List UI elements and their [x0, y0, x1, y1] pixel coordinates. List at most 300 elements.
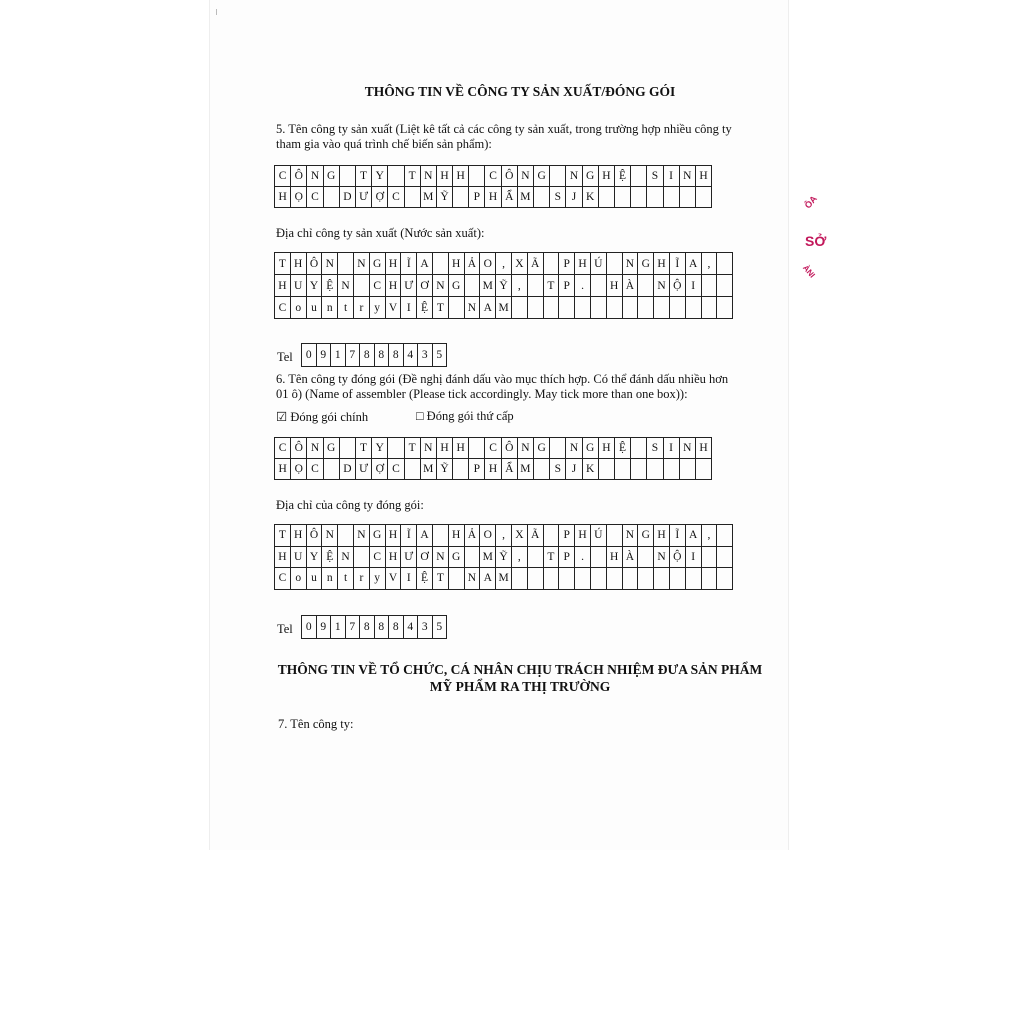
- char-cell: [696, 459, 712, 480]
- char-cell: Ơ: [417, 275, 433, 297]
- char-cell: Y: [307, 275, 323, 297]
- char-cell: [528, 297, 544, 319]
- char-cell: N: [566, 438, 582, 459]
- char-cell: H: [654, 253, 670, 275]
- char-cell: 8: [360, 616, 375, 639]
- char-cell: H: [275, 459, 291, 480]
- char-cell: [354, 275, 370, 297]
- char-cell: [591, 568, 607, 590]
- char-cell: [469, 438, 485, 459]
- char-cell: I: [664, 166, 680, 187]
- char-cell: Ỹ: [437, 187, 453, 208]
- char-cell: [670, 297, 686, 319]
- char-cell: N: [322, 253, 338, 275]
- char-cell: C: [485, 438, 501, 459]
- char-cell: H: [437, 438, 453, 459]
- char-cell: N: [354, 253, 370, 275]
- q7-text: 7. Tên công ty:: [278, 717, 354, 731]
- char-cell: [550, 166, 566, 187]
- char-cell: N: [566, 166, 582, 187]
- char-cell: 8: [375, 344, 390, 367]
- char-cell: Ỹ: [437, 459, 453, 480]
- char-cell: Ô: [291, 166, 307, 187]
- tel-grid: [301, 343, 447, 367]
- char-cell: G: [370, 525, 386, 547]
- char-cell: 9: [317, 344, 332, 367]
- char-cell: [686, 297, 702, 319]
- char-cell: 4: [404, 616, 419, 639]
- char-cell: [324, 459, 340, 480]
- red-stamp-seal: ÔA SỞ ÀNI: [801, 193, 827, 280]
- assembler-name-grid: [274, 437, 712, 480]
- char-cell: G: [370, 253, 386, 275]
- char-cell: Ô: [502, 438, 518, 459]
- char-cell: [615, 187, 631, 208]
- char-cell: [654, 568, 670, 590]
- char-cell: [717, 297, 733, 319]
- scan-mark: [216, 9, 217, 15]
- char-cell: T: [356, 166, 372, 187]
- char-cell: V: [386, 568, 402, 590]
- char-cell: H: [275, 275, 291, 297]
- char-cell: H: [696, 166, 712, 187]
- mfr-address-label: Địa chỉ công ty sản xuất (Nước sản xuất):: [276, 226, 485, 240]
- char-cell: N: [654, 275, 670, 297]
- char-cell: [528, 547, 544, 569]
- char-cell: [534, 459, 550, 480]
- char-cell: [607, 253, 623, 275]
- char-cell: y: [370, 297, 386, 319]
- char-cell: Ĩ: [401, 525, 417, 547]
- char-cell: C: [275, 166, 291, 187]
- char-cell: Ô: [307, 525, 323, 547]
- char-cell: T: [544, 275, 560, 297]
- char-cell: [607, 297, 623, 319]
- char-cell: M: [480, 275, 496, 297]
- char-cell: H: [607, 275, 623, 297]
- char-cell: J: [566, 459, 582, 480]
- char-cell: H: [275, 547, 291, 569]
- char-cell: A: [480, 297, 496, 319]
- char-cell: Ô: [291, 438, 307, 459]
- char-cell: H: [485, 187, 501, 208]
- char-cell: Ư: [356, 459, 372, 480]
- char-cell: À: [623, 547, 639, 569]
- char-cell: C: [370, 547, 386, 569]
- q5-text-line1: 5. Tên công ty sản xuất (Liệt kê tất cả các công ty sản xuất, trong trường hợp nhiều công ty: [276, 122, 732, 136]
- char-cell: H: [696, 438, 712, 459]
- char-cell: N: [680, 438, 696, 459]
- char-cell: [453, 187, 469, 208]
- char-cell: N: [421, 438, 437, 459]
- char-cell: Ệ: [322, 275, 338, 297]
- char-cell: [575, 297, 591, 319]
- char-cell: Ọ: [291, 187, 307, 208]
- char-cell: [512, 297, 528, 319]
- char-cell: H: [449, 253, 465, 275]
- char-cell: P: [559, 525, 575, 547]
- char-cell: G: [324, 438, 340, 459]
- char-cell: Ã: [528, 525, 544, 547]
- char-cell: Ả: [465, 525, 481, 547]
- char-cell: N: [433, 275, 449, 297]
- q6-text-line1: 6. Tên công ty đóng gói (Đề nghị đánh dấu vào mục thích hợp. Có thể đánh dấu nhiều hơn: [276, 372, 729, 386]
- char-cell: T: [433, 568, 449, 590]
- char-cell: O: [480, 525, 496, 547]
- char-cell: ,: [702, 525, 718, 547]
- manufacturer-name-grid: [274, 165, 712, 208]
- char-cell: T: [275, 253, 291, 275]
- char-cell: 3: [418, 616, 433, 639]
- char-cell: t: [338, 297, 354, 319]
- char-cell: [664, 187, 680, 208]
- char-cell: 8: [360, 344, 375, 367]
- char-cell: X: [512, 253, 528, 275]
- char-cell: C: [275, 438, 291, 459]
- char-cell: [702, 568, 718, 590]
- char-cell: [512, 568, 528, 590]
- char-cell: Ỹ: [496, 275, 512, 297]
- char-cell: C: [275, 297, 291, 319]
- char-cell: Ô: [502, 166, 518, 187]
- char-cell: [717, 547, 733, 569]
- char-cell: U: [291, 547, 307, 569]
- char-cell: [599, 459, 615, 480]
- char-cell: Ọ: [291, 459, 307, 480]
- char-cell: H: [386, 275, 402, 297]
- char-cell: [354, 547, 370, 569]
- char-cell: Ộ: [670, 275, 686, 297]
- char-cell: H: [449, 525, 465, 547]
- char-cell: [623, 297, 639, 319]
- char-cell: [696, 187, 712, 208]
- char-cell: I: [401, 297, 417, 319]
- char-cell: [717, 275, 733, 297]
- char-cell: Ú: [591, 253, 607, 275]
- char-cell: n: [322, 297, 338, 319]
- char-cell: Ã: [528, 253, 544, 275]
- char-cell: H: [453, 166, 469, 187]
- char-cell: H: [607, 547, 623, 569]
- char-cell: 8: [375, 616, 390, 639]
- char-cell: M: [480, 547, 496, 569]
- char-cell: A: [480, 568, 496, 590]
- char-cell: [638, 275, 654, 297]
- char-cell: Ệ: [322, 547, 338, 569]
- char-cell: [599, 187, 615, 208]
- char-cell: N: [518, 438, 534, 459]
- char-cell: N: [338, 275, 354, 297]
- char-cell: ,: [702, 253, 718, 275]
- char-cell: S: [550, 187, 566, 208]
- char-cell: N: [465, 297, 481, 319]
- char-cell: T: [433, 297, 449, 319]
- section-title-manufacturer: THÔNG TIN VỀ CÔNG TY SẢN XUẤT/ĐÓNG GÓI: [364, 84, 676, 99]
- char-cell: V: [386, 297, 402, 319]
- char-cell: M: [496, 297, 512, 319]
- char-cell: Ư: [356, 187, 372, 208]
- char-cell: ,: [496, 253, 512, 275]
- char-cell: [607, 525, 623, 547]
- char-cell: P: [559, 275, 575, 297]
- char-cell: ,: [512, 547, 528, 569]
- char-cell: [702, 297, 718, 319]
- char-cell: [453, 459, 469, 480]
- char-cell: P: [469, 459, 485, 480]
- char-cell: [631, 166, 647, 187]
- char-cell: H: [575, 253, 591, 275]
- char-cell: H: [575, 525, 591, 547]
- char-cell: H: [485, 459, 501, 480]
- section-title-responsible-line2: MỸ PHẨM RA THỊ TRƯỜNG: [429, 679, 611, 694]
- char-cell: [449, 297, 465, 319]
- char-cell: D: [340, 459, 356, 480]
- char-cell: [340, 438, 356, 459]
- char-cell: [338, 525, 354, 547]
- char-cell: G: [583, 438, 599, 459]
- char-cell: 1: [331, 344, 346, 367]
- char-cell: 3: [418, 344, 433, 367]
- char-cell: N: [322, 525, 338, 547]
- char-cell: I: [401, 568, 417, 590]
- char-cell: [638, 547, 654, 569]
- char-cell: I: [664, 438, 680, 459]
- char-cell: H: [437, 166, 453, 187]
- char-cell: U: [291, 275, 307, 297]
- char-cell: r: [354, 297, 370, 319]
- char-cell: [623, 568, 639, 590]
- char-cell: H: [386, 547, 402, 569]
- tel-label-2: Tel: [277, 622, 293, 636]
- char-cell: 5: [433, 344, 448, 367]
- char-cell: À: [623, 275, 639, 297]
- char-cell: [544, 568, 560, 590]
- asm-address-grid: [274, 524, 733, 590]
- char-cell: o: [291, 297, 307, 319]
- char-cell: [338, 253, 354, 275]
- char-cell: [465, 547, 481, 569]
- char-cell: H: [654, 525, 670, 547]
- char-cell: N: [623, 253, 639, 275]
- char-cell: [544, 253, 560, 275]
- char-cell: A: [686, 525, 702, 547]
- char-cell: H: [386, 525, 402, 547]
- char-cell: 1: [331, 616, 346, 639]
- char-cell: u: [307, 297, 323, 319]
- char-cell: Ô: [307, 253, 323, 275]
- char-cell: 9: [317, 616, 332, 639]
- q5-text-line2: tham gia vào quá trình chế biến sản phẩm):: [276, 137, 492, 151]
- char-cell: [465, 275, 481, 297]
- char-cell: [631, 459, 647, 480]
- char-cell: G: [449, 275, 465, 297]
- tel-label: Tel: [277, 350, 293, 364]
- char-cell: [544, 297, 560, 319]
- char-cell: n: [322, 568, 338, 590]
- char-cell: P: [559, 253, 575, 275]
- char-cell: .: [575, 547, 591, 569]
- char-cell: C: [388, 459, 404, 480]
- char-cell: Ẩ: [502, 459, 518, 480]
- char-cell: S: [647, 166, 663, 187]
- char-cell: [631, 438, 647, 459]
- asm-address-label: Địa chỉ của công ty đóng gói:: [276, 498, 424, 512]
- char-cell: [449, 568, 465, 590]
- char-cell: M: [421, 459, 437, 480]
- char-cell: N: [654, 547, 670, 569]
- char-cell: [717, 253, 733, 275]
- char-cell: [433, 525, 449, 547]
- char-cell: [702, 275, 718, 297]
- char-cell: I: [686, 275, 702, 297]
- char-cell: 8: [389, 616, 404, 639]
- char-cell: [575, 568, 591, 590]
- char-cell: [559, 568, 575, 590]
- char-cell: Ĩ: [401, 253, 417, 275]
- char-cell: [591, 547, 607, 569]
- char-cell: C: [388, 187, 404, 208]
- char-cell: H: [453, 438, 469, 459]
- char-cell: M: [421, 187, 437, 208]
- char-cell: Ư: [401, 275, 417, 297]
- char-cell: Ĩ: [670, 525, 686, 547]
- char-cell: T: [356, 438, 372, 459]
- char-cell: [638, 568, 654, 590]
- char-cell: S: [550, 459, 566, 480]
- char-cell: 0: [302, 344, 317, 367]
- char-cell: [717, 568, 733, 590]
- char-cell: Ú: [591, 525, 607, 547]
- char-cell: N: [623, 525, 639, 547]
- char-cell: [528, 568, 544, 590]
- char-cell: Y: [372, 166, 388, 187]
- char-cell: [607, 568, 623, 590]
- char-cell: Ĩ: [670, 253, 686, 275]
- char-cell: Y: [307, 547, 323, 569]
- char-cell: A: [686, 253, 702, 275]
- char-cell: P: [469, 187, 485, 208]
- section-title-responsible-line1: THÔNG TIN VỀ TỔ CHỨC, CÁ NHÂN CHỊU TRÁCH NHIỆM ĐƯA SẢN PHẨM: [277, 662, 763, 677]
- char-cell: C: [307, 187, 323, 208]
- char-cell: C: [485, 166, 501, 187]
- char-cell: N: [465, 568, 481, 590]
- char-cell: [388, 438, 404, 459]
- char-cell: C: [370, 275, 386, 297]
- char-cell: N: [433, 547, 449, 569]
- char-cell: [534, 187, 550, 208]
- char-cell: [654, 297, 670, 319]
- char-cell: t: [338, 568, 354, 590]
- char-cell: [647, 187, 663, 208]
- char-cell: [544, 525, 560, 547]
- char-cell: Y: [372, 438, 388, 459]
- char-cell: N: [307, 166, 323, 187]
- mfr-address-grid: [274, 252, 733, 319]
- char-cell: [591, 297, 607, 319]
- char-cell: N: [518, 166, 534, 187]
- char-cell: A: [417, 253, 433, 275]
- char-cell: Ộ: [670, 547, 686, 569]
- char-cell: T: [544, 547, 560, 569]
- char-cell: ,: [496, 525, 512, 547]
- char-cell: 7: [346, 344, 361, 367]
- char-cell: Ợ: [372, 187, 388, 208]
- char-cell: [388, 166, 404, 187]
- char-cell: [647, 459, 663, 480]
- char-cell: [702, 547, 718, 569]
- q6-text-line2: 01 ô) (Name of assembler (Please tick accordingly. May tick more than one box)):: [276, 387, 688, 401]
- char-cell: Ẩ: [502, 187, 518, 208]
- char-cell: [405, 187, 421, 208]
- char-cell: D: [340, 187, 356, 208]
- char-cell: [680, 187, 696, 208]
- char-cell: G: [534, 438, 550, 459]
- char-cell: ,: [512, 275, 528, 297]
- char-cell: [324, 187, 340, 208]
- char-cell: S: [647, 438, 663, 459]
- char-cell: [717, 525, 733, 547]
- char-cell: 8: [389, 344, 404, 367]
- char-cell: Ệ: [417, 297, 433, 319]
- char-cell: H: [291, 253, 307, 275]
- char-cell: C: [275, 568, 291, 590]
- char-cell: M: [518, 459, 534, 480]
- char-cell: M: [496, 568, 512, 590]
- char-cell: [340, 166, 356, 187]
- tel-grid-2: [301, 615, 447, 639]
- char-cell: K: [583, 187, 599, 208]
- char-cell: G: [449, 547, 465, 569]
- char-cell: T: [405, 438, 421, 459]
- char-cell: [469, 166, 485, 187]
- primary-packaging-checkbox: ☑ Đóng gói chính: [276, 410, 369, 424]
- char-cell: G: [324, 166, 340, 187]
- char-cell: [686, 568, 702, 590]
- char-cell: T: [275, 525, 291, 547]
- char-cell: H: [291, 525, 307, 547]
- char-cell: K: [583, 459, 599, 480]
- char-cell: Ệ: [417, 568, 433, 590]
- char-cell: Ư: [401, 547, 417, 569]
- char-cell: [615, 459, 631, 480]
- char-cell: [559, 297, 575, 319]
- char-cell: G: [638, 253, 654, 275]
- char-cell: H: [386, 253, 402, 275]
- char-cell: [433, 253, 449, 275]
- char-cell: 4: [404, 344, 419, 367]
- secondary-packaging-checkbox: □ Đóng gói thứ cấp: [416, 409, 514, 423]
- char-cell: G: [534, 166, 550, 187]
- char-cell: N: [421, 166, 437, 187]
- char-cell: r: [354, 568, 370, 590]
- char-cell: Ỹ: [496, 547, 512, 569]
- char-cell: [550, 438, 566, 459]
- char-cell: G: [638, 525, 654, 547]
- char-cell: H: [599, 166, 615, 187]
- char-cell: [631, 187, 647, 208]
- char-cell: I: [686, 547, 702, 569]
- char-cell: J: [566, 187, 582, 208]
- char-cell: [664, 459, 680, 480]
- char-cell: [670, 568, 686, 590]
- char-cell: Ệ: [615, 166, 631, 187]
- char-cell: [405, 459, 421, 480]
- char-cell: u: [307, 568, 323, 590]
- char-cell: N: [680, 166, 696, 187]
- char-cell: M: [518, 187, 534, 208]
- char-cell: 0: [302, 616, 317, 639]
- char-cell: X: [512, 525, 528, 547]
